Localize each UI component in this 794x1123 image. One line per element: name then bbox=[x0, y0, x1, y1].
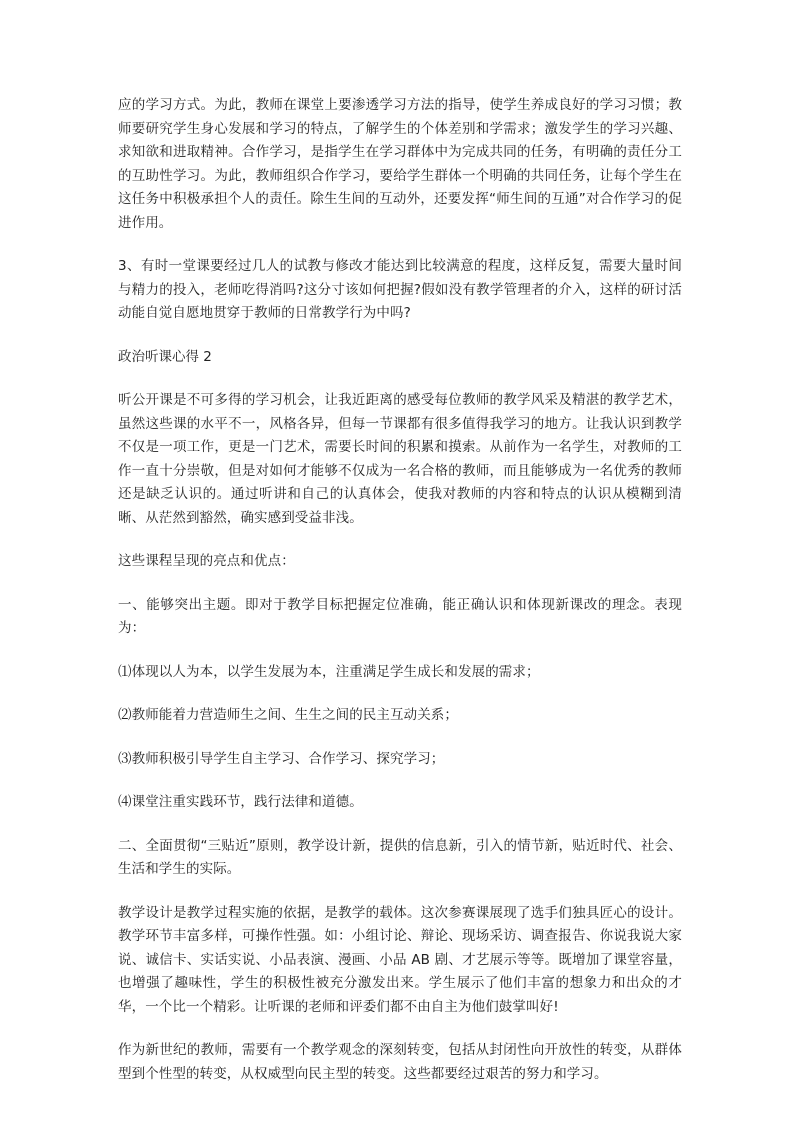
paragraph-new-century-teacher: 作为新世纪的教师，需要有一个教学观念的深刻转变，包括从封闭性向开放性的转变，从群体型到个性型的转变，从权威型向民主型的转变。这些都要经过艰苦的努力和学习。 bbox=[118, 1042, 682, 1082]
paragraph-teaching-design: 教学设计是教学过程实施的依据，是教学的载体。这次参赛课展现了选手们独具匠心的设计。教学环节丰富多样，可操作性强。如：小组讨论、辩论、现场采访、调查报告、你说我说大家说、诚信卡、实话实说、小品表演、漫画、小品 AB 剧、才艺展示等等。既增加了课堂容量，也增强了趣味性，学生的积极性被充分激发出来。学生展示了他们丰富的想象力和出众的才华，一个比一个精彩。让听课的老师和评委们都不由自主为他们鼓掌叫好! bbox=[118, 904, 682, 1015]
paragraph-gap bbox=[118, 574, 682, 594]
section-heading: 政治听课心得 2 bbox=[118, 348, 212, 365]
list-item-1: ⑴体现以人为本，以学生发展为本，注重满足学生成长和发展的需求； bbox=[118, 663, 540, 680]
paragraph-gap bbox=[118, 815, 682, 835]
paragraph-gap bbox=[118, 530, 682, 550]
paragraph-point-two: 二、全面贯彻“三贴近”原则，教学设计新，提供的信息新，引入的情节新，贴近时代、社会、生活和学生的实际。 bbox=[118, 837, 682, 877]
list-item-3: ⑶教师积极引导学生自主学习、合作学习、探究学习； bbox=[118, 750, 445, 767]
document-body bbox=[118, 94, 682, 1086]
paragraph-gap bbox=[118, 728, 682, 748]
paragraph-learning-methods: 应的学习方式。为此，教师在课堂上要渗透学习方法的指导，使学生养成良好的学习习惯；教师要研究学生身心发展和学习的特点，了解学生的个体差别和学需求；激发学生的学习兴趣、求知欲和进取精神。合作学习，是指学生在学习群体中为完成共同的任务，有明确的责任分工的互助性学习。为此，教师组织合作学习，要给学生群体一个明确的共同任务，让每个学生在这任务中积极承担个人的责任。除生生间的互动外，还要发挥“师生间的互通”对合作学习的促进作用。 bbox=[118, 97, 682, 231]
paragraph-gap bbox=[118, 641, 682, 661]
list-item-4: ⑷课堂注重实践环节，践行法律和道德。 bbox=[118, 794, 363, 810]
paragraph-open-class: 听公开课是不可多得的学习机会，让我近距离的感受每位教师的教学风采及精湛的教学艺术，虽然这些课的水平不一，风格各异，但每一节课都有很多值得我学习的地方。让我认识到教学不仅是一项工作，更是一门艺术，需要长时间的积累和摸索。从前作为一名学生，对教师的工作一直十分崇敬，但是对如何才能够不仅成为一名合格的教师，而且能够成为一名优秀的教师还是缺乏认识的。通过听讲和自己的认真体会，使我对教师的内容和特点的认识从模糊到清晰、从茫然到豁然，确实感到受益非浅。 bbox=[118, 392, 682, 526]
paragraph-point-one: 一、能够突出主题。即对于教学目标把握定位准确，能正确认识和体现新课改的理念。表现为： bbox=[118, 596, 682, 636]
paragraph-gap bbox=[118, 326, 682, 346]
paragraph-gap bbox=[118, 369, 682, 389]
paragraph-highlights-intro: 这些课程呈现的亮点和优点： bbox=[118, 553, 295, 569]
paragraph-gap bbox=[118, 771, 682, 791]
list-item-2: ⑵教师能着力营造师生之间、生生之间的民主互动关系； bbox=[118, 707, 458, 723]
paragraph-gap bbox=[118, 882, 682, 902]
paragraph-gap bbox=[118, 235, 682, 255]
paragraph-gap bbox=[118, 1019, 682, 1039]
paragraph-question-3: 3、有时一堂课要经过几人的试教与修改才能达到比较满意的程度，这样反复，需要大量时间与精力的投入，老师吃得消吗?这分寸该如何把握?假如没有教学管理者的介入，这样的研讨活动能自觉自愿地贯穿于教师的日常教学行为中吗? bbox=[118, 258, 682, 321]
paragraph-gap bbox=[118, 684, 682, 704]
